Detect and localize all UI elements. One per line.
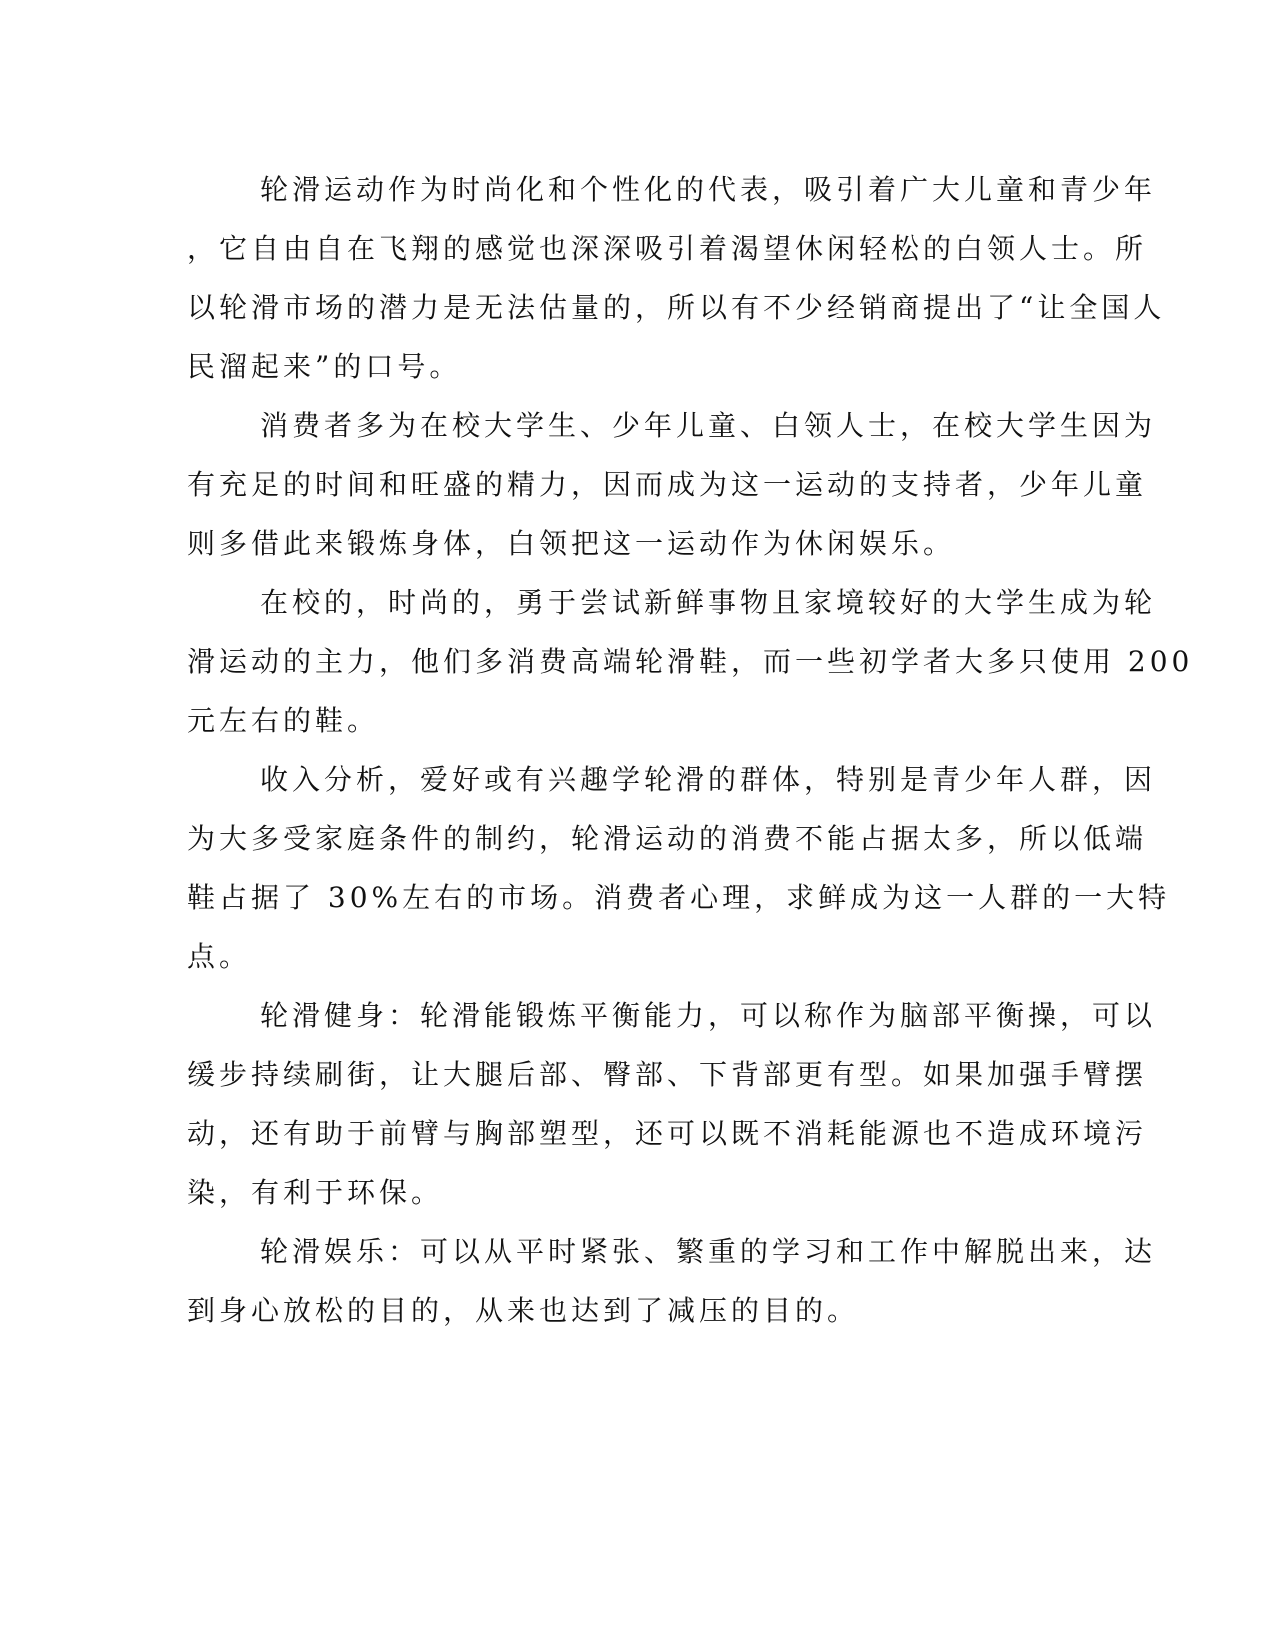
paragraph-4 [187, 750, 1171, 986]
paragraph-line: 收入分析，爱好或有兴趣学轮滑的群体，特别是青少年人群，因 [260, 763, 1157, 796]
paragraph-line: 轮滑运动作为时尚化和个性化的代表，吸引着广大儿童和青少年 [260, 173, 1157, 206]
document-body [187, 160, 1194, 1340]
paragraph-6 [187, 1222, 1157, 1340]
paragraph-line: 动，还有助于前臂与胸部塑型，还可以既不消耗能源也不造成环境污 [187, 1117, 1148, 1150]
paragraph-line: 有充足的时间和旺盛的精力，因而成为这一运动的支持者，少年儿童 [187, 468, 1148, 501]
paragraph-line: 则多借此来锻炼身体，白领把这一运动作为休闲娱乐。 [187, 527, 956, 560]
paragraph-line: 轮滑健身：轮滑能锻炼平衡能力，可以称作为脑部平衡操，可以 [260, 999, 1157, 1032]
paragraph-line: 缓步持续刷街，让大腿后部、臀部、下背部更有型。如果加强手臂摆 [187, 1058, 1148, 1091]
paragraph-line: 到身心放松的目的，从来也达到了减压的目的。 [187, 1294, 860, 1327]
paragraph-1 [187, 160, 1166, 396]
paragraph-line: 为大多受家庭条件的制约，轮滑运动的消费不能占据太多，所以低端 [187, 822, 1148, 855]
paragraph-line: 民溜起来”的口号。 [187, 350, 462, 383]
paragraph-line: 点。 [187, 940, 252, 973]
paragraph-3 [187, 573, 1194, 750]
paragraph-line: 染，有利于环保。 [187, 1176, 444, 1209]
paragraph-line: ，它自由自在飞翔的感觉也深深吸引着渴望休闲轻松的白领人士。所 [187, 232, 1148, 265]
paragraph-line: 滑运动的主力，他们多消费高端轮滑鞋，而一些初学者大多只使用 200 [187, 645, 1194, 678]
paragraph-line: 以轮滑市场的潜力是无法估量的，所以有不少经销商提出了“让全国人 [187, 291, 1166, 324]
paragraph-line: 轮滑娱乐：可以从平时紧张、繁重的学习和工作中解脱出来，达 [260, 1235, 1157, 1268]
paragraph-line: 在校的，时尚的，勇于尝试新鲜事物且家境较好的大学生成为轮 [260, 586, 1157, 619]
paragraph-2 [187, 396, 1157, 573]
paragraph-5 [187, 986, 1157, 1222]
paragraph-line: 元左右的鞋。 [187, 704, 380, 737]
paragraph-line: 鞋占据了 30%左右的市场。消费者心理，求鲜成为这一人群的一大特 [187, 881, 1171, 914]
paragraph-line: 消费者多为在校大学生、少年儿童、白领人士，在校大学生因为 [260, 409, 1157, 442]
